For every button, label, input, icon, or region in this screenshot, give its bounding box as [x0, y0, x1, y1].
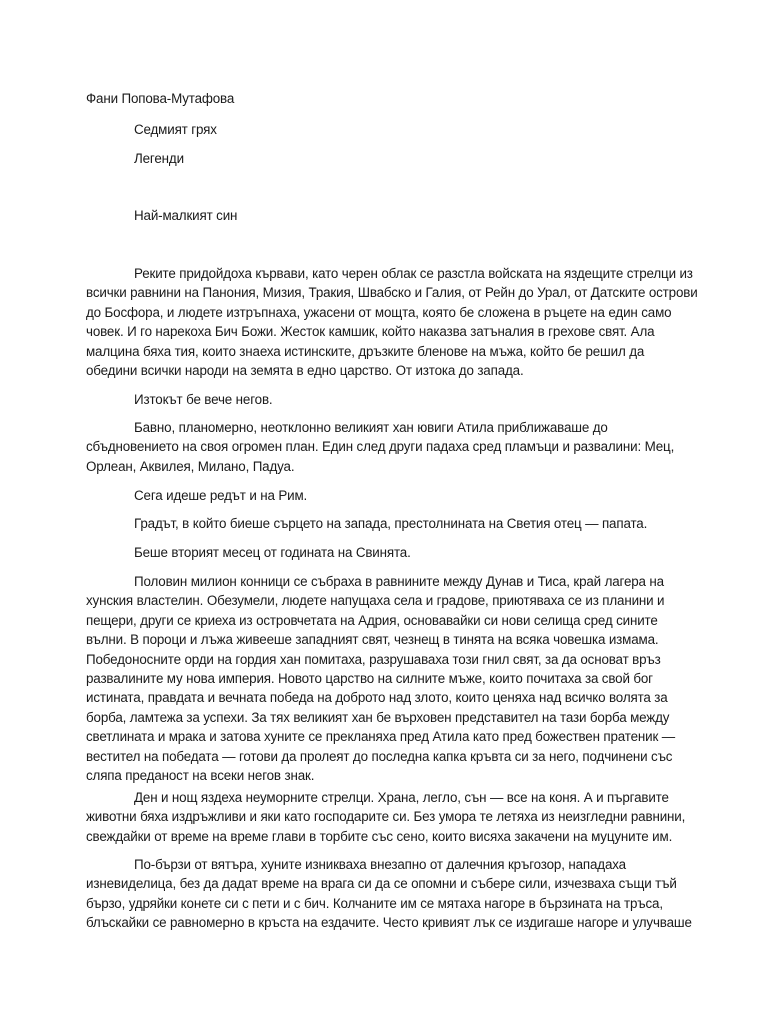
story-title: Най-малкият син	[134, 208, 238, 223]
paragraph-line: Беше вторият месец от годината на Свинята.	[134, 545, 411, 560]
paragraph-line: изневиделица, без да дадат време на врага си да се опомни и събере сили, изчезваха същи тъй	[86, 876, 677, 892]
paragraph-line: Половин милион конници се събраха в равнините между Дунав и Тиса, край лагера на	[134, 574, 664, 589]
paragraph-line: обедини всички народи на земята в едно царство. От изтока до запада.	[86, 362, 524, 378]
paragraph-line: Орлеан, Аквилея, Милано, Падуа.	[86, 458, 295, 474]
paragraph-line: Сега идеше редът и на Рим.	[134, 488, 308, 503]
paragraph-line: развалините му нова империя. Новото царство на силните мъже, които почитаха за свой бог	[86, 670, 653, 686]
book-subtitle: Легенди	[134, 151, 184, 166]
paragraph-line: борба, ламтежа за успехи. За тях великият хан бе върховен представител на тази борба между	[86, 709, 670, 725]
book-title: Седмият грях	[134, 122, 217, 137]
paragraph	[86, 264, 698, 380]
paragraph-line: светлината и мрака и затова хуните се прекланяха пред Атила като пред божествен пратеник —	[86, 729, 676, 745]
paragraph-line: вестител на победата — готови да пролеят до последна капка кръвта си за него, подчинени със	[86, 748, 673, 764]
paragraph-line: хунския властелин. Обезумели, людете напущаха села и градове, приютяваха се из планини и	[86, 593, 665, 609]
paragraph	[86, 855, 692, 933]
paragraph	[86, 572, 686, 785]
paragraph-line: блъскайки се равномерно в кръста на ездачите. Често кривият лък се издигаше нагоре и улучваше	[86, 915, 692, 931]
paragraph-line: пещери, други се криеха из островчетата на Адрия, основавайки си нови селища сред сините	[86, 612, 658, 628]
paragraph-line: Изтокът бе вече негов.	[134, 392, 273, 407]
paragraph-line: Победоносните орди на гордия хан помитаха, разрушаваха този гнил свят, за да основат връз	[86, 651, 661, 667]
paragraph-line: Ден и нощ яздеха неуморните стрелци. Храна, легло, сън — все на коня. А и пъргавите	[134, 790, 669, 805]
paragraph-line: Градът, в който биеше сърцето на запада, престолнината на Светия отец — папата.	[134, 516, 648, 531]
paragraph-line: свеждайки от време на време глави в торбите със сено, които висяха закачени на муцуните им.	[86, 828, 673, 844]
paragraph	[86, 514, 686, 533]
paragraph-line: По-бързи от вятъра, хуните изникваха внезапно от далечния кръгозор, нападаха	[134, 857, 626, 872]
paragraph-line: сляпа преданост на всеки негов знак.	[86, 767, 315, 783]
paragraph-line: до Босфора, и людете изтръпнаха, ужасени от мощта, която бе сложена в ръцете на един само	[86, 304, 672, 320]
paragraph	[86, 486, 686, 505]
paragraph-line: всички равнини на Панония, Мизия, Тракия, Швабско и Галия, от Рейн до Урал, от Датските острови	[86, 285, 698, 301]
paragraph-line: вълни. В пороци и лъжа живееше западният свят, чезнещ в тинята на всяка човешка измама.	[86, 632, 659, 648]
paragraph-line: истината, правдата и вечната победа на доброто над злото, които ценяха над всичко волята за	[86, 690, 668, 706]
paragraph-line: човек. И го нарекоха Бич Божи. Жесток камшик, който наказва затъналия в грехове свят. Ала	[86, 324, 655, 340]
paragraph	[86, 390, 686, 409]
paragraph-line: малцина бяха тия, които знаеха истинските, дръзките бленове на мъжа, който бе решил да	[86, 343, 645, 359]
paragraph	[86, 418, 686, 476]
paragraph	[86, 543, 686, 562]
paragraph-line: животни бяха издръжливи и яки като господарите си. Без умора те летяха из неизгледни равнини,	[86, 809, 686, 825]
paragraph-line: Реките придойдоха кървави, като черен облак се разстла войската на яздещите стрелци из	[134, 266, 693, 281]
paragraph-line: Бавно, планомерно, неотклонно великият хан ювиги Атила приближаваше до	[134, 420, 608, 435]
paragraph-line: сбъдновението на своя огромен план. Един след други падаха сред пламъци и развалини: Мец,	[86, 439, 675, 455]
author-name: Фани Попова-Мутафова	[86, 91, 235, 106]
paragraph	[86, 788, 686, 846]
paragraph-line: бързо, удряйки конете си с пети и с бич. Колчаните им се мятаха нагоре в бързината на тръса,	[86, 895, 663, 911]
